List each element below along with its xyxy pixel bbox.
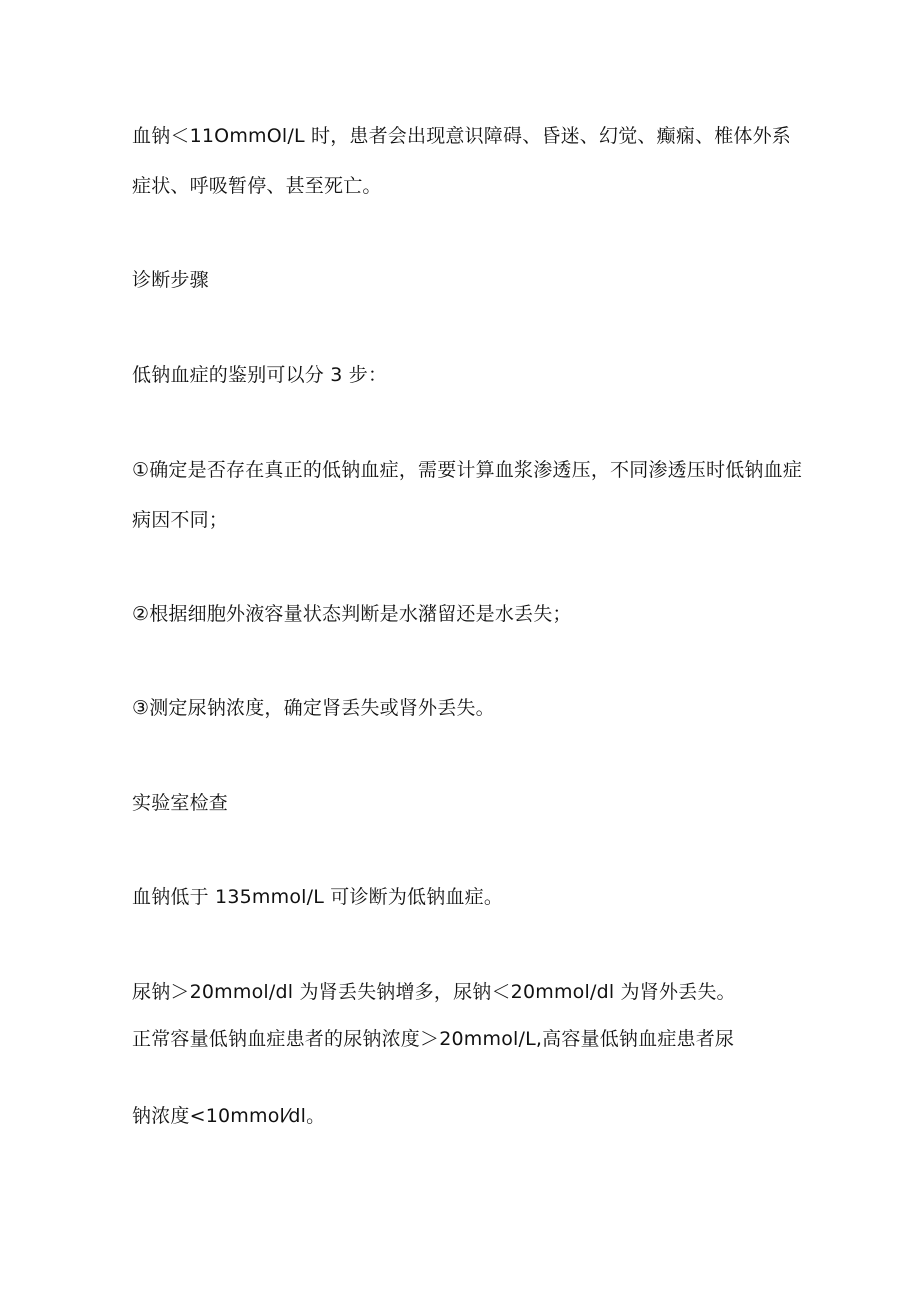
section-heading-diagnosis-steps: 诊断步骤 (132, 269, 209, 291)
paragraph-volume-status-line-1: 正常容量低钠血症患者的尿钠浓度＞20mmol/L,高容量低钠血症患者尿 (132, 1028, 735, 1050)
section-heading-lab-tests: 实验室检查 (132, 792, 229, 814)
step-1-line-2: 病因不同； (132, 509, 229, 531)
paragraph-volume-status-line-2: 钠浓度<10mmol⁄dl。 (132, 1105, 326, 1127)
step-1-line-1: ①确定是否存在真正的低钠血症，需要计算血浆渗透压，不同渗透压时低钠血症 (132, 459, 803, 481)
paragraph-severe-hyponatremia-line-1: 血钠＜11OmmOl/L 时，患者会出现意识障碍、昏迷、幻觉、癫痫、椎体外系 (132, 125, 792, 147)
paragraph-differential-intro: 低钠血症的鉴别可以分 3 步： (132, 364, 388, 386)
step-3: ③测定尿钠浓度，确定肾丢失或肾外丢失。 (132, 697, 495, 719)
paragraph-serum-sodium: 血钠低于 135mmol/L 可诊断为低钠血症。 (132, 886, 504, 908)
paragraph-severe-hyponatremia-line-2: 症状、呼吸暂停、甚至死亡。 (132, 175, 382, 197)
step-2: ②根据细胞外液容量状态判断是水潴留还是水丢失； (132, 603, 572, 625)
paragraph-urine-sodium: 尿钠＞20mmol/dl 为肾丢失钠增多，尿钠＜20mmol/dl 为肾外丢失。 (132, 981, 736, 1003)
